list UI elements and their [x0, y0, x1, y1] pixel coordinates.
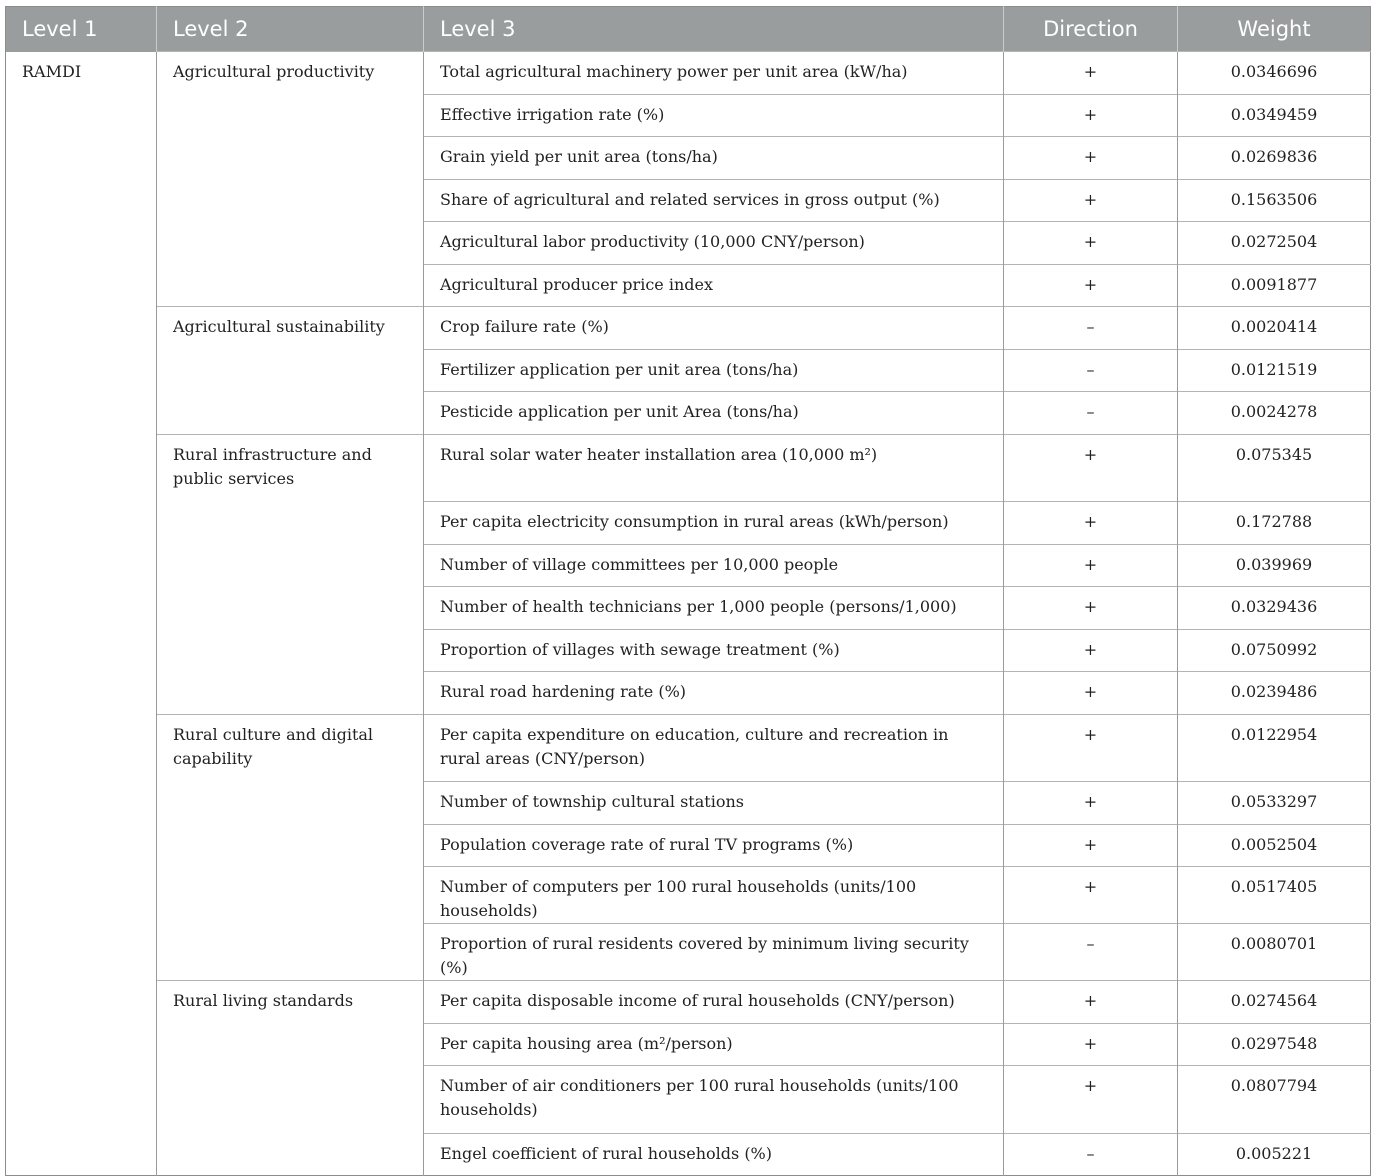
direction-cell: + — [1004, 629, 1178, 672]
direction-cell: + — [1004, 714, 1178, 782]
direction-cell: + — [1004, 1023, 1178, 1066]
indicator-cell: Per capita expenditure on education, culture and recreation in rural areas (CNY/person) — [424, 714, 1004, 782]
indicator-cell: Agricultural labor productivity (10,000 CNY/person) — [424, 222, 1004, 265]
weight-cell: 0.0346696 — [1178, 52, 1371, 95]
table-row — [6, 434, 1371, 502]
indicator-cell: Fertilizer application per unit area (tons/ha) — [424, 349, 1004, 392]
weight-cell: 0.1563506 — [1178, 179, 1371, 222]
table-row — [6, 981, 1371, 1024]
indicator-cell: Proportion of rural residents covered by minimum living security (%) — [424, 924, 1004, 981]
level-2-cell: Rural living standards — [157, 981, 424, 1176]
header-level-1: Level 1 — [6, 7, 157, 52]
level-1-cell: RAMDI — [22, 61, 82, 81]
indicator-cell: Per capita electricity consumption in rural areas (kWh/person) — [424, 502, 1004, 545]
weight-cell: 0.0020414 — [1178, 307, 1371, 350]
direction-cell: + — [1004, 434, 1178, 502]
direction-cell: + — [1004, 222, 1178, 265]
table-row — [6, 52, 1371, 95]
direction-cell: + — [1004, 672, 1178, 715]
indicator-cell: Share of agricultural and related services in gross output (%) — [424, 179, 1004, 222]
weight-cell: 0.0269836 — [1178, 137, 1371, 180]
direction-cell: + — [1004, 264, 1178, 307]
direction-cell: + — [1004, 137, 1178, 180]
direction-cell: – — [1004, 307, 1178, 350]
indicator-cell: Per capita housing area (m²/person) — [424, 1023, 1004, 1066]
indicator-cell: Number of health technicians per 1,000 people (persons/1,000) — [424, 587, 1004, 630]
indicator-cell: Population coverage rate of rural TV programs (%) — [424, 824, 1004, 867]
indicator-cell: Engel coefficient of rural households (%) — [424, 1133, 1004, 1176]
level-2-cell: Rural infrastructure and public services — [157, 434, 424, 714]
weight-cell: 0.0517405 — [1178, 867, 1371, 924]
direction-cell: – — [1004, 349, 1178, 392]
direction-cell: + — [1004, 544, 1178, 587]
weight-cell: 0.0533297 — [1178, 782, 1371, 825]
weight-cell: 0.075345 — [1178, 434, 1371, 502]
indicator-cell: Rural solar water heater installation area (10,000 m²) — [424, 434, 1004, 502]
header-level-2: Level 2 — [157, 7, 424, 52]
direction-cell: + — [1004, 179, 1178, 222]
indicator-cell: Number of air conditioners per 100 rural households (units/100 households) — [424, 1066, 1004, 1134]
table-row — [6, 714, 1371, 782]
weight-cell: 0.0329436 — [1178, 587, 1371, 630]
weight-cell: 0.0121519 — [1178, 349, 1371, 392]
indicator-cell: Pesticide application per unit Area (tons/ha) — [424, 392, 1004, 435]
indicator-cell: Crop failure rate (%) — [424, 307, 1004, 350]
indicator-cell: Rural road hardening rate (%) — [424, 672, 1004, 715]
weight-cell: 0.0272504 — [1178, 222, 1371, 265]
weight-cell: 0.0274564 — [1178, 981, 1371, 1024]
indicator-cell: Number of village committees per 10,000 people — [424, 544, 1004, 587]
direction-cell: – — [1004, 392, 1178, 435]
direction-cell: – — [1004, 1133, 1178, 1176]
weight-cell: 0.005221 — [1178, 1133, 1371, 1176]
direction-cell: + — [1004, 502, 1178, 545]
indicator-cell: Grain yield per unit area (tons/ha) — [424, 137, 1004, 180]
direction-cell: + — [1004, 782, 1178, 825]
direction-cell: + — [1004, 1066, 1178, 1134]
level-2-cell: Agricultural productivity — [157, 52, 424, 307]
direction-cell: + — [1004, 94, 1178, 137]
indicator-cell: Proportion of villages with sewage treatment (%) — [424, 629, 1004, 672]
level-2-cell: Agricultural sustainability — [157, 307, 424, 435]
indicator-table — [5, 6, 1371, 1176]
weight-cell: 0.0122954 — [1178, 714, 1371, 782]
weight-cell: 0.0750992 — [1178, 629, 1371, 672]
weight-cell: 0.0349459 — [1178, 94, 1371, 137]
header-row — [6, 7, 1371, 52]
weight-cell: 0.0091877 — [1178, 264, 1371, 307]
direction-cell: + — [1004, 52, 1178, 95]
weight-cell: 0.0080701 — [1178, 924, 1371, 981]
level-2-cell: Rural culture and digital capability — [157, 714, 424, 981]
indicator-cell: Total agricultural machinery power per unit area (kW/ha) — [424, 52, 1004, 95]
indicator-cell: Effective irrigation rate (%) — [424, 94, 1004, 137]
indicator-cell: Number of township cultural stations — [424, 782, 1004, 825]
weight-cell: 0.0024278 — [1178, 392, 1371, 435]
direction-cell: + — [1004, 824, 1178, 867]
weight-cell: 0.172788 — [1178, 502, 1371, 545]
weight-cell: 0.039969 — [1178, 544, 1371, 587]
weight-cell: 0.0807794 — [1178, 1066, 1371, 1134]
header-level-3: Level 3 — [424, 7, 1004, 52]
direction-cell: + — [1004, 587, 1178, 630]
header-direction: Direction — [1004, 7, 1178, 52]
indicator-cell: Number of computers per 100 rural households (units/100 households) — [424, 867, 1004, 924]
direction-cell: + — [1004, 981, 1178, 1024]
table-row — [6, 307, 1371, 350]
weight-cell: 0.0297548 — [1178, 1023, 1371, 1066]
header-weight: Weight — [1178, 7, 1371, 52]
direction-cell: – — [1004, 924, 1178, 981]
weight-cell: 0.0052504 — [1178, 824, 1371, 867]
indicator-cell: Agricultural producer price index — [424, 264, 1004, 307]
weight-cell: 0.0239486 — [1178, 672, 1371, 715]
indicator-cell: Per capita disposable income of rural households (CNY/person) — [424, 981, 1004, 1024]
direction-cell: + — [1004, 867, 1178, 924]
